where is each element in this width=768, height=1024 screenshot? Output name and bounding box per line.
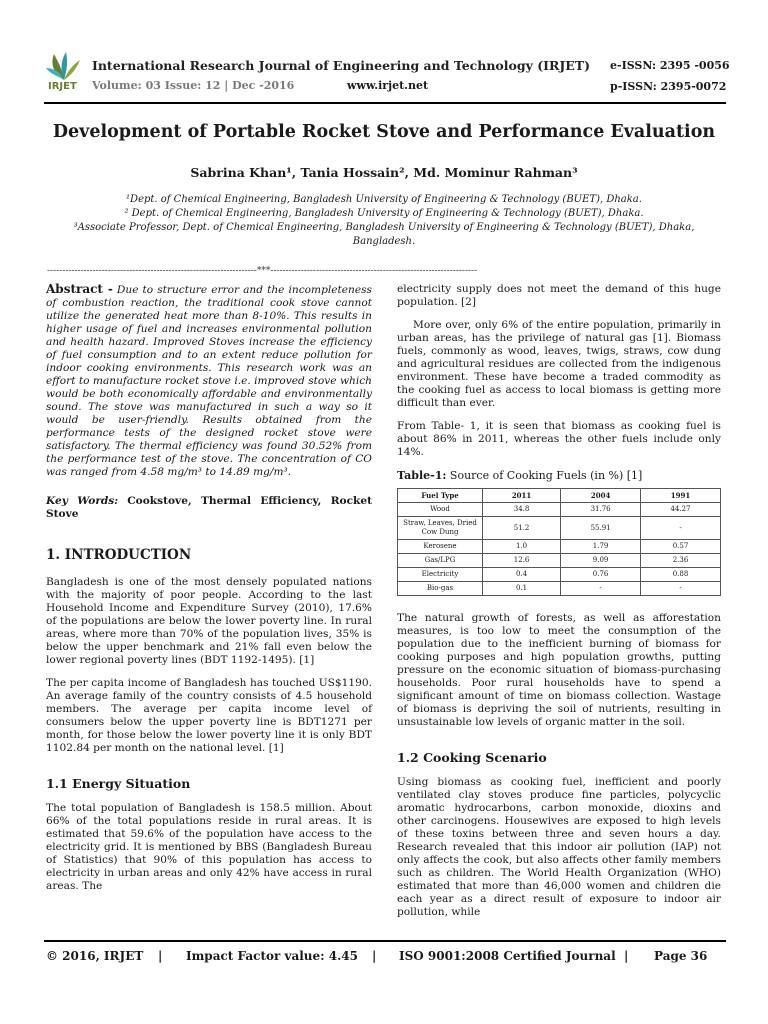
table-caption-label: Table-1:	[397, 469, 447, 482]
energy-paragraph-continued: electricity supply does not meet the demand of this huge population. [2]	[397, 283, 721, 308]
table-row	[398, 568, 721, 582]
table-header-cell: Fuel Type	[398, 489, 483, 503]
table-cell: 31.76	[561, 503, 641, 517]
journal-header	[44, 50, 734, 98]
page-number: Page 36	[654, 949, 708, 963]
table-row	[398, 540, 721, 554]
table-cell: 9.09	[561, 554, 641, 568]
energy-paragraph-1: The total population of Bangladesh is 158.5 million. About 66% of the total populations reside in rural areas. It is estimated that 59.6% of the population have access to the electricity grid. It is mentioned by BBS (Bangladesh Bureau of Statistics) that 90% of this population has access to electricity in urban areas and only 42% have access in rural areas. The	[46, 802, 372, 892]
affiliation-2: ² Dept. of Chemical Engineering, Bangladesh University of Engineering & Technology (BUET), Dhaka.	[124, 208, 644, 219]
energy-paragraph-3: From Table- 1, it is seen that biomass as cooking fuel is about 86% in 2011, whereas the other fuels include only 14%.	[397, 420, 721, 458]
table-cell: Kerosene	[398, 540, 483, 554]
footer-iso: ISO 9001:2008 Certified Journal	[399, 949, 616, 963]
affiliation-1: ¹Dept. of Chemical Engineering, Bangladesh University of Engineering & Technology (BUET), Dhaka.	[126, 194, 642, 205]
paper-authors: Sabrina Khan¹, Tania Hossain², Md. Mominur Rahman³	[190, 165, 578, 180]
forest-paragraph: The natural growth of forests, as well as afforestation measures, is too low to meet the consumption of the population due to the inefficient burning of biomass for cooking purposes and high population growths, putting pressure on the economic situation of biomass-purchasing households. Poor rural households have to spend a significant amount of time on biomass collection. Wastage of biomass is depriving the soil of nutrients, resulting in unsustainable low levels of organic matter in the soil.	[397, 612, 721, 728]
table-cell: -	[641, 517, 721, 540]
section-divider: ---------------------------------------------------------------------***--------------------------------------------------------------------	[47, 266, 478, 276]
table-header-cell: 1991	[641, 489, 721, 503]
table-cell: 1.0	[483, 540, 561, 554]
table-cell: Gas/LPG	[398, 554, 483, 568]
footer-separator: |	[372, 949, 377, 963]
energy-situation-heading: 1.1 Energy Situation	[46, 776, 191, 791]
table-row	[398, 503, 721, 517]
table-header-cell: 2004	[561, 489, 641, 503]
keywords-label: Key Words:	[46, 495, 119, 507]
table-row	[398, 582, 721, 596]
footer-rule	[44, 940, 726, 942]
journal-website[interactable]: www.irjet.net	[347, 79, 429, 92]
table-cell: 0.1	[483, 582, 561, 596]
table-cell: 0.88	[641, 568, 721, 582]
table-cell: 44.27	[641, 503, 721, 517]
table-cell: -	[561, 582, 641, 596]
cooking-fuels-table	[397, 488, 721, 596]
intro-paragraph-1: Bangladesh is one of the most densely populated nations with the majority of poor people. According to the last Household Income and Expenditure Survey (2010), 17.6% of the populations are below the lower poverty line. In rural areas, where more than 70% of the population lives, 35% is below the upper benchmark and 21% fall even below the lower regional poverty lines (BDT 1192-1495). [1]	[46, 576, 372, 666]
pissn: p-ISSN: 2395-0072	[610, 80, 727, 93]
table-row	[398, 517, 721, 540]
journal-name: International Research Journal of Engineering and Technology (IRJET)	[92, 58, 591, 73]
table-cell: 0.57	[641, 540, 721, 554]
table-cell: 12.6	[483, 554, 561, 568]
intro-paragraph-2: The per capita income of Bangladesh has touched US$1190. An average family of the country consists of 4.5 household members. The average per capita income level of consumers below the upper poverty line is BDT1271 per month, for those below the lower poverty line it is only BDT 1102.84 per month on the national level. [1]	[46, 677, 372, 754]
table-cell: -	[641, 582, 721, 596]
table-cell: 55.91	[561, 517, 641, 540]
energy-paragraph-2: More over, only 6% of the entire population, primarily in urban areas, has the privilege of natural gas [1]. Biomass fuels, commonly as wood, leaves, twigs, straws, cow dung and agricultural residues are collected from the indigenous environment. These have become a traded commodity as the cooking fuel as access to local biomass is getting more difficult than ever.	[397, 319, 721, 409]
table-cell: Bio-gas	[398, 582, 483, 596]
footer-separator: |	[158, 949, 163, 963]
table-cell: 1.79	[561, 540, 641, 554]
affiliation-3: ³Associate Professor, Dept. of Chemical Engineering, Bangladesh University of Engineering & Technology (BUET), Dhaka, Bangladesh.	[73, 222, 695, 247]
paper-title: Development of Portable Rocket Stove and Performance Evaluation	[52, 122, 716, 142]
cooking-paragraph-1: Using biomass as cooking fuel, inefficient and poorly ventilated clay stoves produce fine particles, polycyclic aromatic hydrocarbons, carbon monoxide, dioxins and other carcinogens. Housewives are exposed to high levels of these toxins between three and seven hours a day. Research revealed that this indoor air pollution (IAP) not only affects the cook, but also affects other family members such as children. The World Health Organization (WHO) estimated that more than 46,000 women and children die each year as a direct result of exposure to indoor air pollution, while	[397, 776, 721, 918]
footer-copyright: © 2016, IRJET	[46, 949, 144, 963]
table-cell: 0.76	[561, 568, 641, 582]
table-cell: 0.4	[483, 568, 561, 582]
table-cell: Straw, Leaves, Dried Cow Dung	[398, 517, 483, 540]
table-cell: 51.2	[483, 517, 561, 540]
table-cell: Electricity	[398, 568, 483, 582]
eissn: e-ISSN: 2395 -0056	[610, 59, 730, 72]
logo-text: IRJET	[48, 81, 77, 92]
volume-issue: Volume: 03 Issue: 12 | Dec -2016	[92, 79, 295, 92]
footer-impact-factor: Impact Factor value: 4.45	[186, 949, 358, 963]
table-caption-text: Source of Cooking Fuels (in %) [1]	[449, 469, 643, 482]
abstract	[46, 283, 372, 479]
keywords	[46, 495, 372, 521]
table-cell: 2.36	[641, 554, 721, 568]
table-caption	[397, 469, 721, 482]
abstract-label: Abstract -	[46, 282, 113, 296]
right-column	[397, 283, 721, 929]
affiliations	[50, 193, 718, 249]
cooking-scenario-heading: 1.2 Cooking Scenario	[397, 750, 547, 765]
abstract-text: Due to structure error and the incompleteness of combustion reaction, the traditional cook stove cannot utilize the generated heat more than 8-10%. This results in higher usage of fuel and increases environmental pollution and health hazard. Improved Stoves increase the efficiency of fuel consumption and to an extent reduce pollution for indoor cooking environments. This research work was an effort to manufacture rocket stove i.e. improved stove which would be both economically affordable and environmentally sound. The stove was manufactured in such a way so it would be user-friendly. Results obtained from the performance tests of the designed rocket stove were satisfactory. The thermal efficiency was found 30.52% from the performance test of the stove. The concentration of CO was ranged from 4.58 mg/m³ to 14.89 mg/m³.	[46, 284, 372, 478]
irjet-logo	[44, 50, 84, 96]
table-row	[398, 554, 721, 568]
left-column	[46, 283, 372, 903]
footer-separator: |	[624, 949, 629, 963]
table-cell: Wood	[398, 503, 483, 517]
table-header-row	[398, 489, 721, 503]
table-cell: 34.8	[483, 503, 561, 517]
table-header-cell: 2011	[483, 489, 561, 503]
header-rule	[44, 102, 726, 104]
keywords-text: Cookstove, Thermal Efficiency, Rocket Stove	[46, 495, 372, 520]
introduction-heading: 1. INTRODUCTION	[46, 547, 192, 563]
